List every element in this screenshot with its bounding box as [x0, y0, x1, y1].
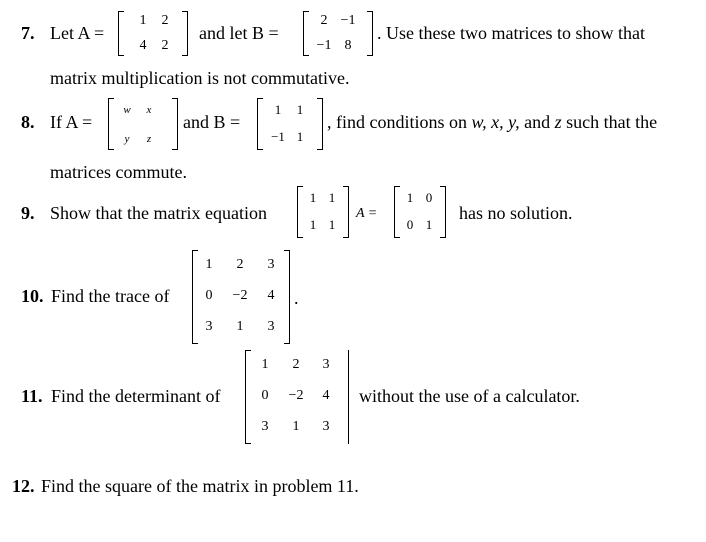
matrix-cell: 1 — [292, 419, 300, 434]
problem-10-tail: . — [294, 288, 299, 308]
matrix-cell: 4 — [267, 288, 275, 303]
matrix-b-cell: 2 — [320, 13, 328, 28]
matrix-a-cell: 2 — [161, 13, 169, 28]
matrix-cell: −2 — [232, 288, 248, 303]
problem-8-number: 8. — [21, 112, 35, 132]
matrix-cell: 1 — [236, 319, 244, 334]
problem-8-tail-and: and — [519, 112, 555, 132]
problem-8-tail-vars: w, x, y, — [471, 112, 520, 132]
matrix-b-cell: 1 — [425, 217, 433, 232]
problem-11-lead: Find the determinant of — [51, 386, 221, 406]
problem-12-number: 12. — [12, 476, 35, 496]
matrix-cell: 3 — [267, 257, 275, 272]
matrix-cell: 3 — [205, 319, 213, 334]
matrix-a-cell: y — [124, 133, 130, 145]
matrix-cell: 1 — [205, 257, 213, 272]
matrix-a — [297, 186, 349, 238]
matrix-cell: 1 — [261, 357, 269, 372]
matrix — [192, 250, 290, 344]
matrix-cell: 4 — [322, 388, 330, 403]
matrix-a — [108, 98, 178, 150]
matrix-a-cell: x — [146, 104, 152, 116]
matrix-cell: 0 — [261, 388, 269, 403]
matrix-cell: 3 — [261, 419, 269, 434]
problem-7-line2: matrix multiplication is not commutative. — [50, 68, 350, 88]
matrix-cell: 3 — [267, 319, 275, 334]
problem-9-number: 9. — [21, 203, 35, 223]
problem-7-lead: Let A = — [50, 23, 105, 43]
matrix — [245, 350, 349, 444]
matrix-a-cell: 1 — [328, 190, 336, 205]
matrix-a-cell: 1 — [309, 190, 317, 205]
problem-9-lead: Show that the matrix equation — [50, 203, 267, 223]
matrix-b — [394, 186, 446, 238]
matrix-cell: −2 — [288, 388, 304, 403]
matrix-b-cell: 0 — [425, 190, 433, 205]
matrix-a — [118, 11, 188, 56]
matrix-b — [257, 98, 323, 150]
matrix-b-cell: −1 — [340, 13, 356, 28]
matrix-b — [303, 11, 373, 56]
problem-9-mid: A = — [356, 206, 378, 221]
matrix-a-cell: 2 — [161, 38, 169, 53]
problem-10-number: 10. — [21, 286, 44, 306]
matrix-a-cell: 1 — [328, 217, 336, 232]
matrix-a-cell: 1 — [309, 217, 317, 232]
matrix-b-cell: 0 — [406, 217, 414, 232]
problem-10-lead: Find the trace of — [51, 286, 170, 306]
matrix-cell: 3 — [322, 419, 330, 434]
matrix-b-cell: 1 — [406, 190, 414, 205]
problem-8-mid: and B = — [183, 112, 241, 132]
matrix-cell: 3 — [322, 357, 330, 372]
problem-8-tail-pre: , find conditions on — [327, 112, 472, 132]
problem-8-tail-z: z — [554, 112, 562, 132]
matrix-b-cell: −1 — [316, 38, 332, 53]
problem-7-mid: and let B = — [199, 23, 279, 43]
problem-8-tail — [327, 112, 657, 132]
matrix-a-cell: 1 — [139, 13, 147, 28]
matrix-b-cell: 1 — [274, 102, 282, 117]
matrix-a-cell: z — [146, 133, 152, 145]
problem-8-tail-post: such that the — [561, 112, 658, 132]
matrix-cell: 0 — [205, 288, 213, 303]
problem-9-tail: has no solution. — [459, 203, 573, 223]
problem-12-text: Find the square of the matrix in problem 11. — [41, 476, 359, 496]
problem-7-tail: . Use these two matrices to show that — [377, 23, 645, 43]
matrix-cell: 2 — [292, 357, 300, 372]
matrix-cell: 2 — [236, 257, 244, 272]
matrix-b-cell: 1 — [296, 129, 304, 144]
matrix-b-cell: 8 — [344, 38, 352, 53]
problem-7-number: 7. — [21, 23, 35, 43]
matrix-a-cell: 4 — [139, 38, 147, 53]
problem-11-tail: without the use of a calculator. — [359, 386, 580, 406]
matrix-b-cell: −1 — [271, 129, 285, 144]
problem-8-lead: If A = — [50, 112, 93, 132]
problem-8-line2: matrices commute. — [50, 162, 187, 182]
problem-11-number: 11. — [21, 386, 43, 406]
matrix-a-cell: w — [123, 104, 131, 116]
matrix-b-cell: 1 — [296, 102, 304, 117]
